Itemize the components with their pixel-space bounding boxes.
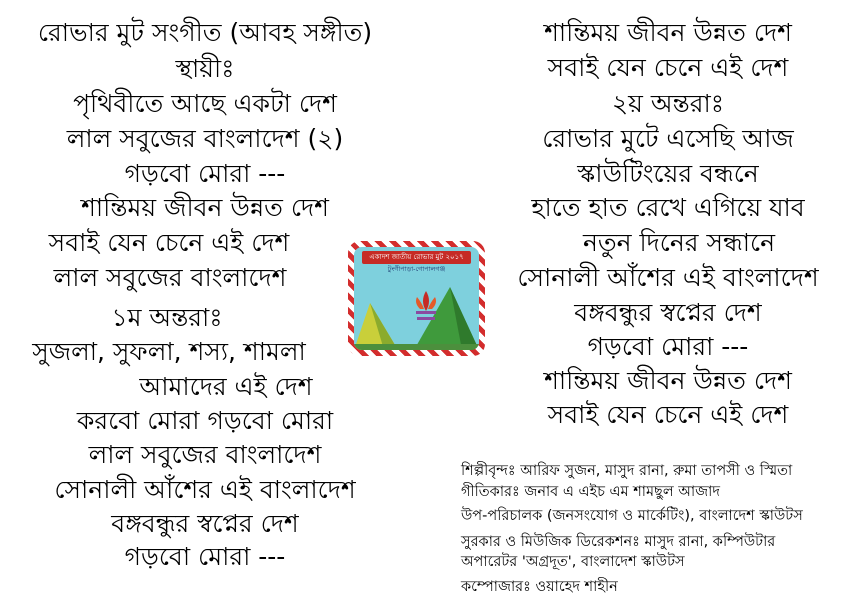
credit-typist: কম্পোজারঃ ওয়াহেদ শাহীন <box>461 579 618 595</box>
credit-lyricist: গীতিকারঃ জনাব এ এইচ এম শামছুল আজাদ <box>461 484 720 500</box>
section-heading-antara-1: ১ম অন্তরাঃ <box>111 303 223 332</box>
credit-lyricist-title: উপ-পরিচালক (জনসংযোগ ও মার্কেটিং), বাংলাদেশ স্কাউটস <box>461 508 803 524</box>
lyric-line: লাল সবুজের বাংলাদেশ (২) <box>66 124 344 153</box>
lyric-line: স্কাউটিংয়ের বন্ধনে <box>577 159 759 188</box>
lyric-line: লাল সবুজের বাংলাদেশ <box>88 440 322 469</box>
lyric-line: পৃথিবীতে আছে একটা দেশ <box>73 89 337 118</box>
lyric-line: হাতে হাত রেখে এগিয়ে যাব <box>531 193 805 222</box>
lyric-line: গড়বো মোরা --- <box>124 159 286 188</box>
lyric-line: সুজলা, সুফলা, শস্য, শামলা <box>32 337 306 366</box>
logo-panel <box>354 247 479 350</box>
lyric-line: রোভার মুটে এসেছি আজ <box>542 124 794 153</box>
section-heading-antara-2: ২য় অন্তরাঃ <box>611 89 725 118</box>
lyric-line: সোনালী আঁশের এই বাংলাদেশ <box>517 263 819 292</box>
lyric-line: শান্তিময় জীবন উন্নত দেশ <box>81 193 329 222</box>
credit-composer: সুরকার ও মিউজিক ডিরেকশনঃ মাসুদ রানা, কম্পিউটার <box>461 534 776 550</box>
lyric-line: সবাই যেন চেনে এই দেশ <box>547 53 789 82</box>
lyric-line: করবো মোরা গড়বো মোরা <box>76 406 334 435</box>
lyric-line: গড়বো মোরা --- <box>124 542 286 571</box>
lyric-line: শান্তিময় জীবন উন্নত দেশ <box>544 18 792 47</box>
song-title: রোভার মুট সংগীত (আবহ সঙ্গীত) <box>37 18 373 47</box>
lyric-line: লাল সবুজের বাংলাদেশ <box>53 263 287 292</box>
credit-composer-cont: অপারেটর 'অগ্রদূত', বাংলাদেশ স্কাউটস <box>461 554 685 570</box>
lyric-line: আমাদের এই দেশ <box>139 372 313 401</box>
lyric-line: নতুন দিনের সন্ধানে <box>582 228 776 257</box>
lyric-line: বঙ্গবন্ধুর স্বপ্নের দেশ <box>111 509 299 538</box>
lyric-line: শান্তিময় জীবন উন্নত দেশ <box>544 366 792 395</box>
lyric-line: গড়বো মোরা --- <box>587 332 749 361</box>
rover-moot-logo <box>348 241 485 356</box>
section-heading-sthayi: স্থায়ীঃ <box>175 54 235 83</box>
credit-artists: শিল্পীবৃন্দঃ আরিফ সুজন, মাসুদ রানা, রুমা তাপসী ও স্মিতা <box>461 463 793 479</box>
lyric-line: সবাই যেন চেনে এই দেশ <box>547 400 789 429</box>
lyric-line: বঙ্গবন্ধুর স্বপ্নের দেশ <box>574 298 762 327</box>
logo-subtitle: টুংগীপাড়া-গোপালগঞ্জ <box>387 265 446 273</box>
logo-banner: একাদশ জাতীয় রোভার মুট ২০১৭ <box>362 251 471 264</box>
lyric-line: সবাই যেন চেনে এই দেশ <box>48 228 290 257</box>
lyric-line: সোনালী আঁশের এই বাংলাদেশ <box>54 475 356 504</box>
